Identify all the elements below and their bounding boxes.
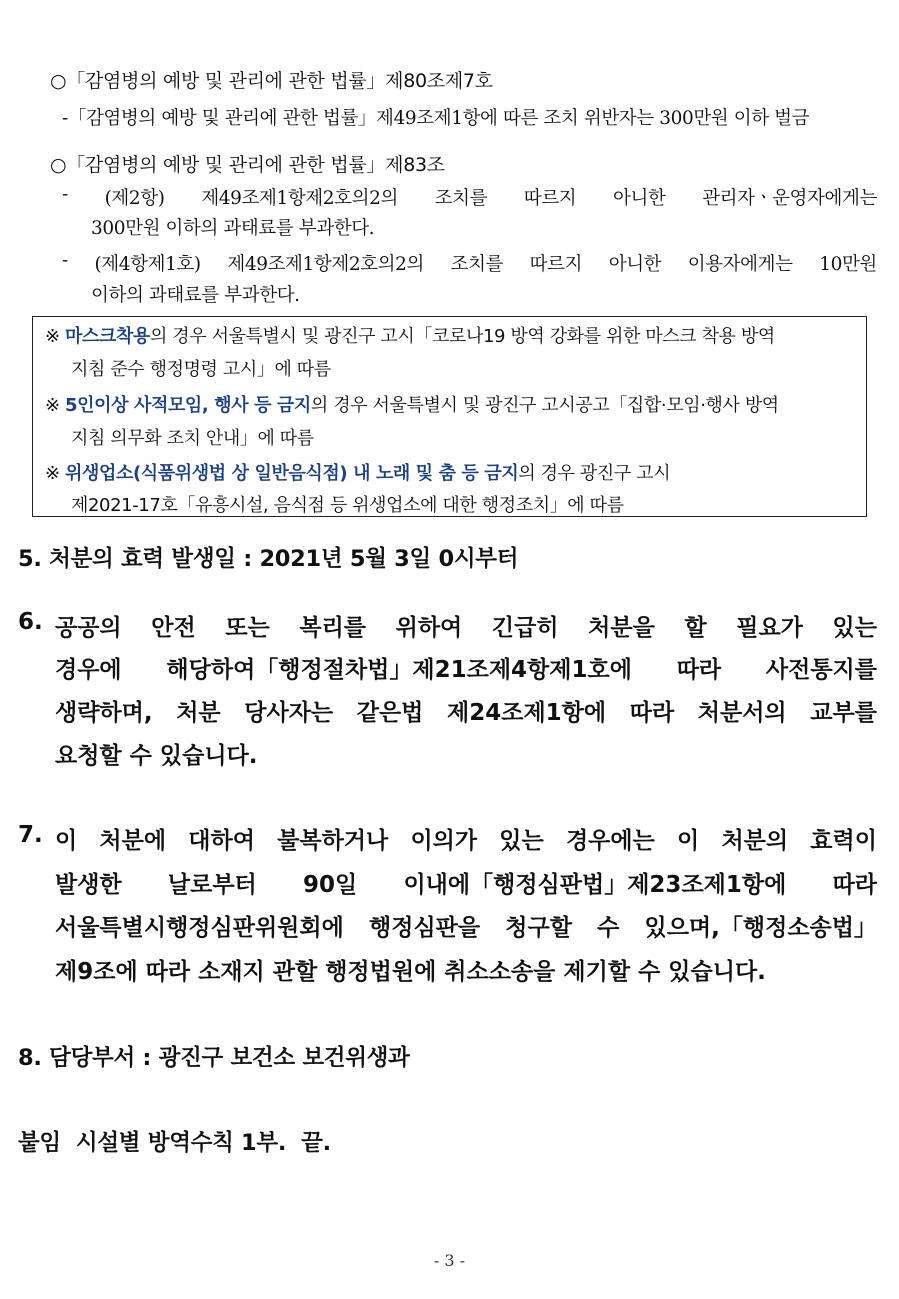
word: 따르지 <box>523 188 577 209</box>
note-highlight: 위생업소(식품위생법 상 일반음식점) 내 노래 및 춤 등 금지 <box>65 463 519 484</box>
word: 서울특별시행정심판위원회에 <box>55 915 344 941</box>
note-mark: ※ <box>45 326 60 347</box>
note-3-line2: 제2021-17호「유흥시설, 음식점 등 위생업소에 대한 행정조치」에 따름 <box>71 495 624 516</box>
section-5-effective-date: 5. 처분의 효력 발생일 : 2021년 5월 3일 0시부터 <box>18 546 519 572</box>
note-3 <box>45 459 670 485</box>
note-mark: ※ <box>45 395 60 416</box>
section-7-line-3 <box>55 909 877 942</box>
word: (제2항) <box>104 188 165 209</box>
word: 생략하며, <box>55 700 153 726</box>
word: 청구할 <box>505 915 572 941</box>
law-item-83-sub2-line2: 이하의 과태료를 부과한다. <box>91 285 300 306</box>
section-7-line-1 <box>55 822 877 855</box>
word: 행정심판을 <box>369 915 481 941</box>
word: 같은법 <box>356 700 424 726</box>
word: 복리를 <box>299 615 367 641</box>
word: 경우에는 <box>565 828 655 854</box>
word: 발생한 <box>55 872 122 898</box>
word: 90일 <box>303 872 358 898</box>
note-2-line2: 지침 의무화 조치 안내」에 따름 <box>71 428 314 449</box>
word: 공공의 <box>55 615 122 641</box>
note-1 <box>45 322 775 348</box>
law-item-heading-83: ○「감염병의 예방 및 관리에 관한 법률」제83조 <box>50 154 445 176</box>
page-number: - 3 - <box>433 1251 466 1270</box>
word: 제49조제1항제2호의2의 <box>227 254 424 275</box>
section-7-line-2 <box>55 866 877 899</box>
word: 효력이 <box>810 828 877 854</box>
word: 이 <box>677 828 700 854</box>
word: 관리자ㆍ운영자에게는 <box>702 188 877 209</box>
word: 대하여 <box>188 828 255 854</box>
word: 당사자는 <box>244 700 334 726</box>
word: 있는 <box>499 828 544 854</box>
word: 처분서의 <box>697 700 787 726</box>
word: 처분을 <box>588 615 655 641</box>
section-6-line-3 <box>55 694 877 727</box>
word: 따라 <box>676 657 722 683</box>
word: 아니한 <box>608 254 662 275</box>
section-7-line-4: 제9조에 따라 소재지 관할 행정법원에 취소소송을 제기할 수 있습니다. <box>55 959 766 985</box>
law-item-80-line: -「감염병의 예방 및 관리에 관한 법률」제49조제1항에 따른 조치 위반자는 300만원 이하 벌금 <box>62 108 810 129</box>
note-text: 의 경우 서울특별시 및 광진구 고시「코로나19 방역 강화를 위한 마스크 착용 방역 <box>149 326 775 347</box>
word: 위하여 <box>395 615 463 641</box>
note-highlight: 마스크착용 <box>65 326 150 347</box>
section-7-number: 7. <box>18 822 43 848</box>
word: 사전통지를 <box>765 657 877 683</box>
word: 따르지 <box>529 254 583 275</box>
word: 경우에 <box>55 657 122 683</box>
word: 있으며,「행정소송법」 <box>644 915 877 941</box>
word: 이내에「행정심판법」제23조제1항에 <box>403 872 787 898</box>
section-6-number: 6. <box>18 609 43 635</box>
word: 이용자에게는 <box>687 254 793 275</box>
word: 아니한 <box>613 188 666 209</box>
note-mark: ※ <box>45 463 60 484</box>
word: 처분에 <box>99 828 167 854</box>
word: 제24조제1항에 <box>447 700 607 726</box>
note-text: 의 경우 서울특별시 및 광진구 고시공고「집합·모임·행사 방역 <box>310 395 779 416</box>
word: 따라 <box>832 872 877 898</box>
word: 수 <box>597 915 620 941</box>
word: 교부를 <box>810 700 877 726</box>
word: 해당하여「행정절차법」제21조제4항제1호에 <box>166 657 632 683</box>
word: - <box>62 184 68 205</box>
word: 10만원 <box>819 254 877 275</box>
word: 날로부터 <box>167 872 257 898</box>
word: 안전 <box>151 615 196 641</box>
word: 할 <box>684 615 707 641</box>
word: 조치를 <box>434 188 488 209</box>
justified-line <box>62 250 877 276</box>
word: 조치를 <box>450 254 504 275</box>
word: 필요가 <box>736 615 803 641</box>
justified-line <box>62 184 877 210</box>
word: 있는 <box>832 615 877 641</box>
law-item-83-sub2-line1 <box>62 250 877 276</box>
section-6-line-2 <box>55 651 877 684</box>
note-1-line2: 지침 준수 행정명령 고시」에 따름 <box>71 359 331 380</box>
word: 이의가 <box>410 828 478 854</box>
law-item-83-sub1-line1 <box>62 184 877 210</box>
law-item-heading-80: ○「감염병의 예방 및 관리에 관한 법률」제80조제7호 <box>50 70 493 92</box>
section-8-department: 8. 담당부서 : 광진구 보건소 보건위생과 <box>18 1045 410 1071</box>
word: 또는 <box>225 615 270 641</box>
word: 따라 <box>629 700 675 726</box>
attachment-line: 붙임 시설별 방역수칙 1부. 끝. <box>18 1130 331 1156</box>
note-2 <box>45 391 779 417</box>
note-text: 의 경우 광진구 고시 <box>518 463 671 484</box>
word: 이 <box>55 828 78 854</box>
notes-box <box>32 316 867 517</box>
section-6-line-4: 요청할 수 있습니다. <box>55 743 258 769</box>
word: - <box>62 250 68 271</box>
word: 긴급히 <box>491 615 559 641</box>
word: 처분 <box>176 700 221 726</box>
word: 불복하거나 <box>277 828 389 854</box>
word: 제49조제1항제2호의2의 <box>201 188 398 209</box>
law-item-83-sub1-line2: 300만원 이하의 과태료를 부과한다. <box>91 218 375 239</box>
word: (제4항제1호) <box>94 254 201 275</box>
note-highlight: 5인이상 사적모임, 행사 등 금지 <box>65 395 311 416</box>
word: 처분의 <box>721 828 789 854</box>
section-6-line-1 <box>55 609 877 642</box>
